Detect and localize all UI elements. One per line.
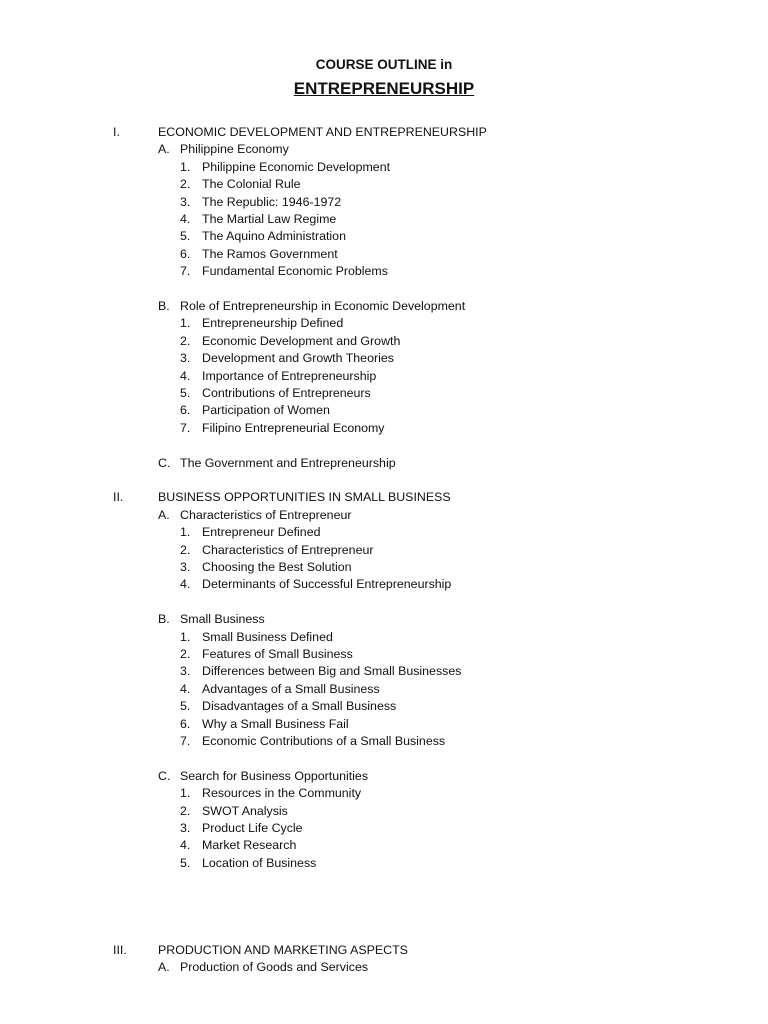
outline-item-label: Resources in the Community	[202, 786, 362, 801]
section-heading-marker: I.	[113, 125, 120, 139]
outline-item-marker: 5.	[180, 855, 191, 870]
outline-item-label: Fundamental Economic Problems	[202, 264, 388, 279]
outline-item-marker: 6.	[180, 246, 191, 261]
outline-item-label: Choosing the Best Solution	[202, 560, 352, 574]
outline-item-label: Economic Contributions of a Small Business	[202, 734, 446, 748]
outline-item-label: Determinants of Successful Entrepreneurship	[202, 577, 452, 592]
subsection-heading-marker: B.	[158, 612, 170, 627]
outline-item-marker: 4.	[180, 577, 191, 592]
subsection-heading-marker: A.	[158, 507, 170, 522]
outline-item-label: Differences between Big and Small Businesses	[202, 664, 462, 679]
outline-item-marker: 1.	[180, 159, 191, 174]
outline-item-label: The Colonial Rule	[202, 177, 301, 192]
subsection-heading-marker: A.	[158, 960, 170, 974]
outline-item-marker: 5.	[180, 386, 191, 400]
subsection-heading-label: Small Business	[180, 612, 265, 627]
document-title: ENTREPRENEURSHIP	[293, 79, 475, 98]
outline-item-marker: 7.	[180, 734, 191, 748]
outline-item-marker: 4.	[180, 681, 191, 696]
outline-item-label: Product Life Cycle	[202, 821, 303, 835]
outline-item-label: Philippine Economic Development	[202, 159, 391, 174]
subsection-heading-label: Search for Business Opportunities	[180, 768, 369, 783]
subsection-heading-label: Philippine Economy	[180, 142, 289, 157]
outline-item-label: Market Research	[202, 838, 297, 853]
section-heading-label: ECONOMIC DEVELOPMENT AND ENTREPRENEURSHIP	[158, 125, 487, 139]
subsection-heading-label: Production of Goods and Services	[180, 960, 369, 974]
outline-item-marker: 7.	[180, 420, 191, 435]
outline-item-marker: 3.	[180, 194, 191, 209]
outline-item-label: Entrepreneur Defined	[202, 525, 321, 540]
outline-item-label: The Republic: 1946-1972	[202, 194, 342, 209]
outline-item-marker: 5.	[180, 699, 191, 714]
outline-item-marker: 6.	[180, 716, 191, 731]
outline-item-marker: 1.	[180, 316, 191, 331]
subsection-heading-label: Role of Entrepreneurship in Economic Development	[180, 299, 466, 313]
section-heading-label: PRODUCTION AND MARKETING ASPECTS	[158, 942, 408, 957]
outline-item-marker: 2.	[180, 542, 191, 557]
outline-item-marker: 4.	[180, 368, 191, 383]
outline-item-label: The Ramos Government	[202, 246, 338, 261]
outline-item-marker: 4.	[180, 838, 191, 853]
outline-item-label: Economic Development and Growth	[202, 333, 401, 348]
outline-item-marker: 3.	[180, 560, 191, 574]
outline-item-label: Filipino Entrepreneurial Economy	[202, 420, 385, 435]
subsection-heading-marker: B.	[158, 299, 170, 313]
outline-item-label: Location of Business	[202, 855, 317, 870]
outline-item-label: Why a Small Business Fail	[202, 716, 349, 731]
outline-item-label: Entrepreneurship Defined	[202, 316, 344, 331]
subsection-heading-label: Characteristics of Entrepreneur	[180, 507, 352, 522]
outline-item-marker: 1.	[180, 629, 191, 644]
section-heading-label: BUSINESS OPPORTUNITIES IN SMALL BUSINESS	[158, 490, 451, 505]
outline-item-label: Advantages of a Small Business	[202, 681, 380, 696]
outline-item-marker: 1.	[180, 786, 191, 801]
outline-item-label: Importance of Entrepreneurship	[202, 368, 377, 383]
outline-item-label: SWOT Analysis	[202, 803, 288, 818]
outline-item-marker: 2.	[180, 803, 191, 818]
outline-item-marker: 2.	[180, 177, 191, 192]
outline-item-marker: 3.	[180, 821, 191, 835]
outline-item-marker: 2.	[180, 647, 191, 661]
outline-item-marker: 4.	[180, 212, 191, 226]
outline-item-label: Small Business Defined	[202, 629, 333, 644]
outline-item-marker: 3.	[180, 351, 191, 366]
subsection-heading-label: The Government and Entrepreneurship	[180, 455, 396, 470]
document-subtitle: COURSE OUTLINE in	[315, 57, 453, 72]
subsection-heading-marker: A.	[158, 142, 170, 157]
outline-item-marker: 1.	[180, 525, 191, 540]
outline-item-marker: 5.	[180, 229, 191, 244]
subsection-heading-marker: C.	[158, 455, 171, 470]
outline-item-marker: 6.	[180, 403, 191, 418]
outline-item-label: Participation of Women	[202, 403, 330, 418]
outline-item-label: Contributions of Entrepreneurs	[202, 386, 371, 400]
outline-item-label: The Aquino Administration	[202, 229, 346, 244]
outline-item-marker: 7.	[180, 264, 191, 279]
outline-item-marker: 2.	[180, 333, 191, 348]
outline-item-label: Characteristics of Entrepreneur	[202, 542, 374, 557]
section-heading-marker: II.	[113, 490, 124, 505]
outline-item-marker: 3.	[180, 664, 191, 679]
outline-item-label: The Martial Law Regime	[202, 212, 337, 226]
subsection-heading-marker: C.	[158, 768, 171, 783]
section-heading-marker: III.	[113, 942, 127, 957]
outline-item-label: Development and Growth Theories	[202, 351, 394, 366]
outline-item-label: Disadvantages of a Small Business	[202, 699, 397, 714]
outline-item-label: Features of Small Business	[202, 647, 353, 661]
